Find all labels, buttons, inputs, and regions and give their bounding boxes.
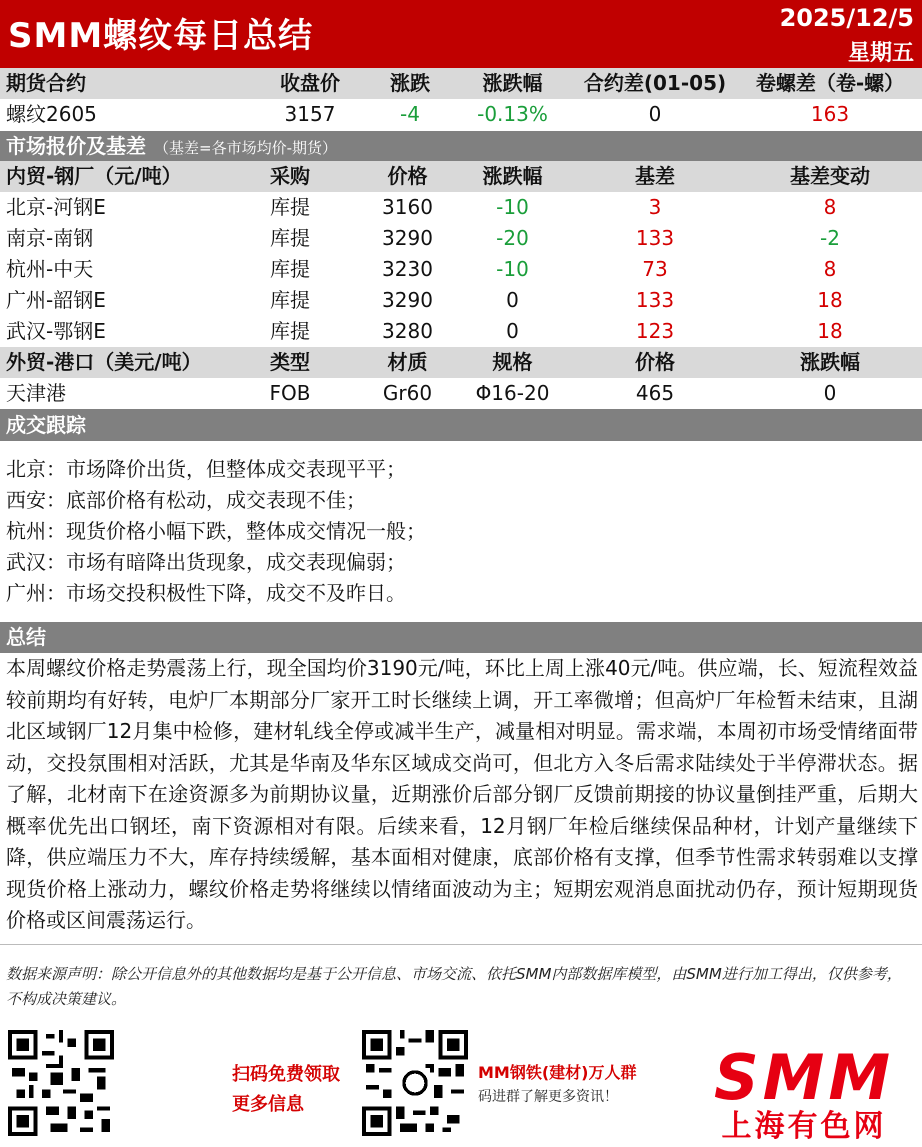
trade-note: 西安：底部价格有松动，成交表现不佳； bbox=[6, 488, 366, 512]
page-header bbox=[0, 0, 922, 68]
domestic-purchase: 库提 bbox=[270, 257, 310, 281]
domestic-purchase: 库提 bbox=[270, 288, 310, 312]
domestic-price: 3230 bbox=[382, 257, 433, 281]
domestic-col-change: 涨跌幅 bbox=[482, 164, 543, 188]
foreign-price: 465 bbox=[635, 381, 675, 405]
futures-change-pct: -0.13% bbox=[477, 102, 548, 126]
group-name: MM钢铁(建材)万人群 bbox=[478, 1063, 637, 1082]
foreign-col-port: 外贸-港口（美元/吨） bbox=[6, 350, 202, 374]
disclaimer: 数据来源声明：除公开信息外的其他数据均是基于公开信息、市场交流、依托SMM内部数据库模型，由SMM进行加工得出，仅供参考，不构成决策建议。 bbox=[6, 965, 902, 1008]
foreign-type: FOB bbox=[269, 381, 311, 405]
group-description: 码进群了解更多资讯！ bbox=[478, 1089, 618, 1105]
qr-code-group bbox=[362, 1030, 468, 1136]
futures-close: 3157 bbox=[284, 102, 336, 126]
domestic-mill: 北京-河钢E bbox=[6, 195, 106, 219]
foreign-material: Gr60 bbox=[382, 381, 433, 405]
domestic-purchase: 库提 bbox=[270, 195, 310, 219]
futures-header-row bbox=[0, 68, 922, 99]
domestic-col-basis-change: 基差变动 bbox=[790, 164, 870, 188]
trade-note: 杭州：现货价格小幅下跌，整体成交情况一般； bbox=[6, 519, 426, 543]
futures-col-coil-rebar: 卷螺差（卷-螺） bbox=[755, 71, 905, 95]
domestic-change: -10 bbox=[496, 257, 529, 281]
smm-logo-text: SMM bbox=[713, 1041, 895, 1114]
domestic-basis-change: 8 bbox=[823, 195, 837, 219]
market-section-note: （基差=各市场均价-期货） bbox=[154, 139, 337, 157]
foreign-data-row bbox=[0, 378, 922, 409]
domestic-basis: 3 bbox=[648, 195, 662, 219]
table-row bbox=[0, 285, 922, 316]
futures-col-change-pct: 涨跌幅 bbox=[482, 71, 543, 95]
divider bbox=[0, 944, 922, 945]
summary-section-title: 总结 bbox=[6, 625, 46, 649]
futures-coil-rebar: 163 bbox=[810, 102, 850, 126]
domestic-basis: 133 bbox=[635, 226, 675, 250]
domestic-col-price: 价格 bbox=[387, 164, 428, 188]
futures-change: -4 bbox=[400, 102, 420, 126]
foreign-col-change: 涨跌幅 bbox=[800, 350, 860, 374]
domestic-mill: 武汉-鄂钢E bbox=[6, 319, 106, 343]
futures-col-spread: 合约差(01-05) bbox=[583, 71, 727, 95]
table-row bbox=[0, 192, 922, 223]
domestic-change: 0 bbox=[506, 288, 519, 312]
domestic-change: -10 bbox=[496, 195, 529, 219]
domestic-change: 0 bbox=[506, 319, 519, 343]
market-section-bar bbox=[0, 131, 922, 161]
domestic-price: 3280 bbox=[382, 319, 433, 343]
domestic-purchase: 库提 bbox=[270, 226, 310, 250]
domestic-basis-change: 18 bbox=[817, 319, 843, 343]
trade-note: 广州：市场交投积极性下降，成交不及昨日。 bbox=[6, 581, 406, 605]
futures-col-close: 收盘价 bbox=[280, 71, 340, 95]
report-weekday: 星期五 bbox=[847, 41, 914, 66]
report-date: 2025/12/5 bbox=[779, 4, 914, 32]
domestic-basis-change: 8 bbox=[823, 257, 837, 281]
foreign-change: 0 bbox=[823, 381, 837, 405]
futures-col-contract: 期货合约 bbox=[6, 71, 86, 95]
scan-prompt-line1: 扫码免费领取 bbox=[232, 1064, 340, 1085]
trade-note: 北京：市场降价出货，但整体成交表现平平； bbox=[6, 457, 406, 481]
domestic-basis-change: 18 bbox=[817, 288, 843, 312]
domestic-col-purchase: 采购 bbox=[270, 164, 310, 188]
domestic-mill: 杭州-中天 bbox=[6, 257, 94, 281]
futures-data-row bbox=[0, 99, 922, 130]
domestic-price: 3290 bbox=[382, 226, 433, 250]
foreign-col-type: 类型 bbox=[270, 350, 310, 374]
futures-contract: 螺纹2605 bbox=[6, 102, 97, 126]
foreign-spec: Φ16-20 bbox=[475, 381, 550, 405]
foreign-col-spec: 规格 bbox=[492, 350, 533, 374]
domestic-col-mill: 内贸-钢厂（元/吨） bbox=[6, 164, 182, 188]
foreign-col-material: 材质 bbox=[387, 350, 428, 374]
domestic-price: 3290 bbox=[382, 288, 433, 312]
domestic-basis: 123 bbox=[635, 319, 675, 343]
summary-text: 本周螺纹价格走势震荡上行，现全国均价3190元/吨，环比上周上涨40元/吨。供应端，长、短流程效益较前期均有好转，电炉厂本期部分厂家开工时长继续上调，开工率微增；但高炉厂年检暂未结束，且湖北区域钢厂12月集中检修，建材轧线全停或减半生产，减量相对明显。需求端，本周初市场受情绪面带动，交投氛围相对活跃，尤其是华南及华东区域成交尚可，但北方入冬后需求陆续处于半停滞状态。据了解，北材南下在途资源多为前期协议量，近期涨价后部分钢厂反馈前期接的协议量倒挂严重，后期大概率优先出口钢坯，南下资源相对有限。后续来看，12月钢厂年检后继续保品种材，计划产量继续下降，供应端压力不大，库存持续缓解，基本面相对健康，底部价格有支撑，但季节性需求转弱难以支撑现货价格上涨动力，螺纹价格走势将继续以情绪面波动为主；短期宏观消息面扰动仍存，预计短期现货价格或区间震荡运行。 bbox=[6, 656, 918, 932]
summary-section-bar bbox=[0, 622, 922, 653]
domestic-header-row bbox=[0, 161, 922, 192]
table-row bbox=[0, 254, 922, 285]
domestic-mill: 广州-韶钢E bbox=[6, 288, 106, 312]
market-section-title: 市场报价及基差 bbox=[6, 134, 146, 158]
page-title: SMM螺纹每日总结 bbox=[8, 16, 314, 56]
domestic-basis: 73 bbox=[642, 257, 668, 281]
table-row bbox=[0, 223, 922, 254]
domestic-basis-change: -2 bbox=[820, 226, 840, 250]
trade-section-bar bbox=[0, 409, 922, 441]
foreign-col-price: 价格 bbox=[635, 350, 675, 374]
domestic-change: -20 bbox=[496, 226, 529, 250]
trade-section-title: 成交跟踪 bbox=[6, 413, 86, 437]
domestic-mill: 南京-南钢 bbox=[6, 226, 94, 250]
domestic-basis: 133 bbox=[635, 288, 675, 312]
foreign-port: 天津港 bbox=[6, 381, 66, 405]
trade-notes bbox=[6, 454, 426, 609]
scan-prompt bbox=[232, 1060, 340, 1120]
domestic-price: 3160 bbox=[382, 195, 433, 219]
table-row bbox=[0, 316, 922, 347]
domestic-purchase: 库提 bbox=[270, 319, 310, 343]
qr-code-left bbox=[8, 1030, 114, 1136]
domestic-col-basis: 基差 bbox=[635, 164, 675, 188]
smm-logo-cn: 上海有色网 bbox=[721, 1109, 887, 1144]
scan-prompt-line2: 更多信息 bbox=[232, 1094, 304, 1115]
trade-note: 武汉：市场有暗降出货现象，成交表现偏弱； bbox=[6, 550, 406, 574]
futures-col-change: 涨跌 bbox=[390, 71, 430, 95]
smm-logo bbox=[698, 1041, 910, 1146]
foreign-header-row bbox=[0, 347, 922, 378]
futures-spread: 0 bbox=[648, 102, 662, 126]
